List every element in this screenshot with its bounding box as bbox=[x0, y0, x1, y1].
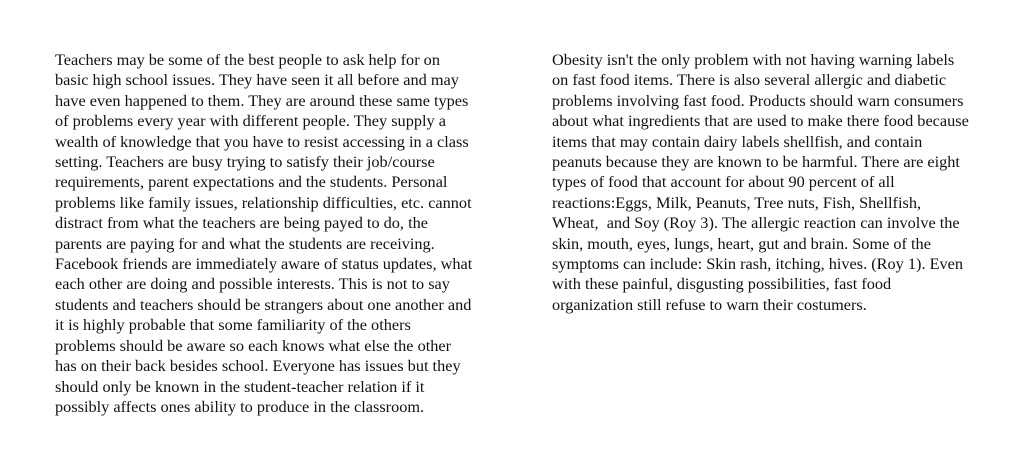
left-paragraph-line: have even happened to them. They are around these same types bbox=[55, 90, 469, 110]
right-paragraph-line: items that may contain dairy labels shellfish, and contain bbox=[552, 131, 923, 151]
right-paragraph-line: symptoms can include: Skin rash, itching, hives. (Roy 1). Even bbox=[552, 254, 964, 274]
left-paragraph-line: basic high school issues. They have seen it all before and may bbox=[55, 70, 459, 90]
right-paragraph-line: types of food that account for about 90 percent of all bbox=[552, 172, 895, 192]
left-paragraph-line: setting. Teachers are busy trying to satisfy their job/course bbox=[55, 152, 435, 172]
left-paragraph-line: problems should be aware so each knows what else the other bbox=[55, 335, 452, 355]
right-paragraph-line: organization still refuse to warn their costumers. bbox=[552, 294, 867, 314]
right-paragraph-line: on fast food items. There is also several allergic and diabetic bbox=[552, 70, 947, 90]
right-paragraph-line: about what ingredients that are used to make there food because bbox=[552, 111, 969, 131]
right-paragraph-line: reactions:Eggs, Milk, Peanuts, Tree nuts, Fish, Shellfish, bbox=[552, 192, 922, 212]
left-paragraph-line: requirements, parent expectations and the students. Personal bbox=[55, 172, 448, 192]
left-paragraph-line: each other are doing and possible interests. This is not to say bbox=[55, 274, 450, 294]
right-paragraph bbox=[552, 50, 969, 315]
right-paragraph-line: problems involving fast food. Products should warn consumers bbox=[552, 90, 964, 110]
left-paragraph bbox=[55, 50, 472, 417]
left-paragraph-line: possibly affects ones ability to produce in the classroom. bbox=[55, 396, 425, 416]
left-paragraph-line: parents are paying for and what the students are receiving. bbox=[55, 233, 435, 253]
right-paragraph-line: Obesity isn't the only problem with not having warning labels bbox=[552, 50, 955, 69]
left-paragraph-line: problems like family issues, relationship difficulties, etc. cannot bbox=[55, 192, 472, 212]
right-paragraph-line: Wheat, and Soy (Roy 3). The allergic reaction can involve the bbox=[552, 213, 960, 233]
left-paragraph-line: Teachers may be some of the best people to ask help for on bbox=[55, 50, 440, 69]
right-paragraph-line: peanuts because they are known to be harmful. There are eight bbox=[552, 152, 960, 172]
left-paragraph-line: students and teachers should be strangers about one another and bbox=[55, 294, 472, 314]
left-paragraph-line: distract from what the teachers are being payed to do, the bbox=[55, 213, 428, 233]
left-paragraph-line: wealth of knowledge that you have to resist accessing in a class bbox=[55, 131, 469, 151]
left-paragraph-line: of problems every year with different people. They supply a bbox=[55, 111, 446, 131]
right-paragraph-line: with these painful, disgusting possibilities, fast food bbox=[552, 274, 892, 294]
left-paragraph-line: has on their back besides school. Everyone has issues but they bbox=[55, 356, 461, 376]
left-paragraph-line: it is highly probable that some familiarity of the others bbox=[55, 315, 411, 335]
left-paragraph-line: Facebook friends are immediately aware of status updates, what bbox=[55, 254, 473, 274]
right-paragraph-line: skin, mouth, eyes, lungs, heart, gut and brain. Some of the bbox=[552, 233, 931, 253]
left-paragraph-line: should only be known in the student-teacher relation if it bbox=[55, 376, 425, 396]
